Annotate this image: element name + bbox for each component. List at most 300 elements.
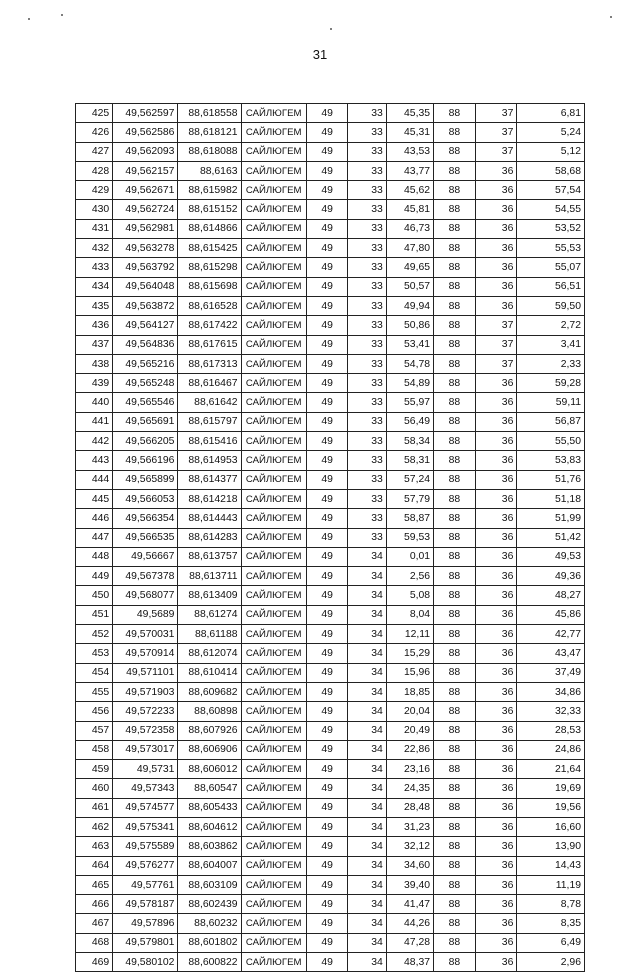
latitude-decimal-cell: 49,563872 bbox=[113, 296, 178, 315]
longitude-degrees-cell: 88 bbox=[434, 258, 476, 277]
longitude-degrees-cell: 88 bbox=[434, 374, 476, 393]
table-row bbox=[76, 528, 585, 547]
longitude-seconds-cell: 19,69 bbox=[517, 779, 585, 798]
latitude-decimal-cell: 49,565248 bbox=[113, 374, 178, 393]
latitude-decimal-cell: 49,566535 bbox=[113, 528, 178, 547]
longitude-degrees-cell: 88 bbox=[434, 219, 476, 238]
location-name-cell: САЙЛЮГЕМ bbox=[241, 663, 306, 682]
point-number-cell: 468 bbox=[76, 933, 113, 952]
latitude-minutes-cell: 33 bbox=[348, 432, 386, 451]
latitude-minutes-cell: 33 bbox=[348, 277, 386, 296]
longitude-minutes-cell: 36 bbox=[475, 296, 517, 315]
latitude-decimal-cell: 49,580102 bbox=[113, 953, 178, 972]
longitude-degrees-cell: 88 bbox=[434, 702, 476, 721]
location-name-cell: САЙЛЮГЕМ bbox=[241, 779, 306, 798]
longitude-degrees-cell: 88 bbox=[434, 547, 476, 566]
location-name-cell: САЙЛЮГЕМ bbox=[241, 316, 306, 335]
point-number-cell: 461 bbox=[76, 798, 113, 817]
point-number-cell: 458 bbox=[76, 740, 113, 759]
location-name-cell: САЙЛЮГЕМ bbox=[241, 161, 306, 180]
latitude-decimal-cell: 49,570914 bbox=[113, 644, 178, 663]
longitude-minutes-cell: 36 bbox=[475, 721, 517, 740]
table-row bbox=[76, 451, 585, 470]
latitude-minutes-cell: 33 bbox=[348, 142, 386, 161]
point-number-cell: 457 bbox=[76, 721, 113, 740]
point-number-cell: 426 bbox=[76, 123, 113, 142]
point-number-cell: 451 bbox=[76, 605, 113, 624]
longitude-seconds-cell: 2,33 bbox=[517, 354, 585, 373]
point-number-cell: 439 bbox=[76, 374, 113, 393]
longitude-minutes-cell: 36 bbox=[475, 567, 517, 586]
longitude-decimal-cell: 88,603109 bbox=[178, 875, 241, 894]
table-row bbox=[76, 625, 585, 644]
longitude-decimal-cell: 88,614377 bbox=[178, 470, 241, 489]
point-number-cell: 467 bbox=[76, 914, 113, 933]
location-name-cell: САЙЛЮГЕМ bbox=[241, 586, 306, 605]
latitude-seconds-cell: 49,65 bbox=[386, 258, 433, 277]
longitude-minutes-cell: 36 bbox=[475, 586, 517, 605]
latitude-degrees-cell: 49 bbox=[306, 760, 348, 779]
page-number: 31 bbox=[312, 47, 328, 62]
location-name-cell: САЙЛЮГЕМ bbox=[241, 837, 306, 856]
latitude-degrees-cell: 49 bbox=[306, 489, 348, 508]
latitude-seconds-cell: 59,53 bbox=[386, 528, 433, 547]
longitude-seconds-cell: 53,52 bbox=[517, 219, 585, 238]
latitude-minutes-cell: 34 bbox=[348, 798, 386, 817]
longitude-decimal-cell: 88,614953 bbox=[178, 451, 241, 470]
latitude-minutes-cell: 33 bbox=[348, 316, 386, 335]
longitude-degrees-cell: 88 bbox=[434, 625, 476, 644]
location-name-cell: САЙЛЮГЕМ bbox=[241, 953, 306, 972]
point-number-cell: 425 bbox=[76, 104, 113, 123]
longitude-degrees-cell: 88 bbox=[434, 663, 476, 682]
latitude-seconds-cell: 57,79 bbox=[386, 489, 433, 508]
longitude-minutes-cell: 36 bbox=[475, 509, 517, 528]
location-name-cell: САЙЛЮГЕМ bbox=[241, 432, 306, 451]
latitude-decimal-cell: 49,57761 bbox=[113, 875, 178, 894]
latitude-degrees-cell: 49 bbox=[306, 451, 348, 470]
longitude-minutes-cell: 36 bbox=[475, 798, 517, 817]
longitude-seconds-cell: 2,96 bbox=[517, 953, 585, 972]
longitude-seconds-cell: 59,50 bbox=[517, 296, 585, 315]
latitude-decimal-cell: 49,562093 bbox=[113, 142, 178, 161]
latitude-seconds-cell: 58,87 bbox=[386, 509, 433, 528]
longitude-decimal-cell: 88,600822 bbox=[178, 953, 241, 972]
latitude-seconds-cell: 24,35 bbox=[386, 779, 433, 798]
location-name-cell: САЙЛЮГЕМ bbox=[241, 200, 306, 219]
table-row bbox=[76, 354, 585, 373]
latitude-decimal-cell: 49,568077 bbox=[113, 586, 178, 605]
table-row bbox=[76, 933, 585, 952]
latitude-decimal-cell: 49,563278 bbox=[113, 239, 178, 258]
longitude-seconds-cell: 51,42 bbox=[517, 528, 585, 547]
longitude-decimal-cell: 88,613757 bbox=[178, 547, 241, 566]
longitude-seconds-cell: 19,56 bbox=[517, 798, 585, 817]
latitude-minutes-cell: 34 bbox=[348, 895, 386, 914]
latitude-decimal-cell: 49,562724 bbox=[113, 200, 178, 219]
table-row bbox=[76, 393, 585, 412]
location-name-cell: САЙЛЮГЕМ bbox=[241, 258, 306, 277]
longitude-decimal-cell: 88,618558 bbox=[178, 104, 241, 123]
latitude-minutes-cell: 33 bbox=[348, 489, 386, 508]
latitude-decimal-cell: 49,579801 bbox=[113, 933, 178, 952]
longitude-minutes-cell: 36 bbox=[475, 682, 517, 701]
latitude-minutes-cell: 34 bbox=[348, 856, 386, 875]
table-row bbox=[76, 953, 585, 972]
table-row bbox=[76, 817, 585, 836]
longitude-minutes-cell: 36 bbox=[475, 393, 517, 412]
scan-mark bbox=[61, 14, 63, 16]
longitude-seconds-cell: 57,54 bbox=[517, 181, 585, 200]
latitude-degrees-cell: 49 bbox=[306, 798, 348, 817]
point-number-cell: 445 bbox=[76, 489, 113, 508]
latitude-decimal-cell: 49,564127 bbox=[113, 316, 178, 335]
table-row bbox=[76, 895, 585, 914]
latitude-degrees-cell: 49 bbox=[306, 953, 348, 972]
latitude-degrees-cell: 49 bbox=[306, 914, 348, 933]
longitude-decimal-cell: 88,615416 bbox=[178, 432, 241, 451]
longitude-decimal-cell: 88,609682 bbox=[178, 682, 241, 701]
longitude-seconds-cell: 5,12 bbox=[517, 142, 585, 161]
location-name-cell: САЙЛЮГЕМ bbox=[241, 875, 306, 894]
location-name-cell: САЙЛЮГЕМ bbox=[241, 142, 306, 161]
latitude-degrees-cell: 49 bbox=[306, 316, 348, 335]
latitude-seconds-cell: 28,48 bbox=[386, 798, 433, 817]
longitude-decimal-cell: 88,618121 bbox=[178, 123, 241, 142]
longitude-decimal-cell: 88,617313 bbox=[178, 354, 241, 373]
longitude-degrees-cell: 88 bbox=[434, 432, 476, 451]
point-number-cell: 443 bbox=[76, 451, 113, 470]
longitude-seconds-cell: 49,36 bbox=[517, 567, 585, 586]
longitude-decimal-cell: 88,612074 bbox=[178, 644, 241, 663]
coordinates-table bbox=[75, 103, 585, 972]
longitude-seconds-cell: 43,47 bbox=[517, 644, 585, 663]
latitude-decimal-cell: 49,56667 bbox=[113, 547, 178, 566]
location-name-cell: САЙЛЮГЕМ bbox=[241, 296, 306, 315]
longitude-seconds-cell: 51,18 bbox=[517, 489, 585, 508]
longitude-decimal-cell: 88,614283 bbox=[178, 528, 241, 547]
latitude-degrees-cell: 49 bbox=[306, 702, 348, 721]
longitude-degrees-cell: 88 bbox=[434, 856, 476, 875]
latitude-decimal-cell: 49,563792 bbox=[113, 258, 178, 277]
point-number-cell: 465 bbox=[76, 875, 113, 894]
table-row bbox=[76, 567, 585, 586]
latitude-degrees-cell: 49 bbox=[306, 161, 348, 180]
longitude-minutes-cell: 36 bbox=[475, 412, 517, 431]
longitude-degrees-cell: 88 bbox=[434, 586, 476, 605]
latitude-degrees-cell: 49 bbox=[306, 470, 348, 489]
point-number-cell: 429 bbox=[76, 181, 113, 200]
point-number-cell: 435 bbox=[76, 296, 113, 315]
longitude-seconds-cell: 8,35 bbox=[517, 914, 585, 933]
latitude-minutes-cell: 34 bbox=[348, 760, 386, 779]
longitude-seconds-cell: 11,19 bbox=[517, 875, 585, 894]
longitude-minutes-cell: 36 bbox=[475, 895, 517, 914]
longitude-degrees-cell: 88 bbox=[434, 123, 476, 142]
location-name-cell: САЙЛЮГЕМ bbox=[241, 277, 306, 296]
latitude-degrees-cell: 49 bbox=[306, 895, 348, 914]
latitude-seconds-cell: 54,89 bbox=[386, 374, 433, 393]
latitude-decimal-cell: 49,572233 bbox=[113, 702, 178, 721]
point-number-cell: 464 bbox=[76, 856, 113, 875]
latitude-seconds-cell: 15,29 bbox=[386, 644, 433, 663]
table-row bbox=[76, 721, 585, 740]
table-row bbox=[76, 509, 585, 528]
latitude-minutes-cell: 34 bbox=[348, 567, 386, 586]
longitude-minutes-cell: 36 bbox=[475, 219, 517, 238]
longitude-minutes-cell: 36 bbox=[475, 528, 517, 547]
longitude-decimal-cell: 88,615982 bbox=[178, 181, 241, 200]
longitude-minutes-cell: 36 bbox=[475, 625, 517, 644]
longitude-minutes-cell: 36 bbox=[475, 200, 517, 219]
longitude-degrees-cell: 88 bbox=[434, 682, 476, 701]
latitude-minutes-cell: 33 bbox=[348, 104, 386, 123]
longitude-minutes-cell: 37 bbox=[475, 123, 517, 142]
latitude-seconds-cell: 2,56 bbox=[386, 567, 433, 586]
point-number-cell: 446 bbox=[76, 509, 113, 528]
location-name-cell: САЙЛЮГЕМ bbox=[241, 374, 306, 393]
longitude-degrees-cell: 88 bbox=[434, 335, 476, 354]
latitude-minutes-cell: 34 bbox=[348, 740, 386, 759]
latitude-minutes-cell: 34 bbox=[348, 953, 386, 972]
point-number-cell: 450 bbox=[76, 586, 113, 605]
latitude-seconds-cell: 8,04 bbox=[386, 605, 433, 624]
latitude-degrees-cell: 49 bbox=[306, 933, 348, 952]
longitude-minutes-cell: 36 bbox=[475, 470, 517, 489]
scan-mark bbox=[28, 18, 30, 20]
longitude-decimal-cell: 88,618088 bbox=[178, 142, 241, 161]
longitude-seconds-cell: 58,68 bbox=[517, 161, 585, 180]
longitude-degrees-cell: 88 bbox=[434, 528, 476, 547]
latitude-degrees-cell: 49 bbox=[306, 817, 348, 836]
longitude-degrees-cell: 88 bbox=[434, 161, 476, 180]
longitude-degrees-cell: 88 bbox=[434, 277, 476, 296]
table-body bbox=[76, 104, 585, 972]
latitude-seconds-cell: 53,41 bbox=[386, 335, 433, 354]
latitude-decimal-cell: 49,564836 bbox=[113, 335, 178, 354]
point-number-cell: 431 bbox=[76, 219, 113, 238]
longitude-minutes-cell: 36 bbox=[475, 953, 517, 972]
latitude-minutes-cell: 33 bbox=[348, 412, 386, 431]
longitude-degrees-cell: 88 bbox=[434, 181, 476, 200]
table-row bbox=[76, 296, 585, 315]
latitude-degrees-cell: 49 bbox=[306, 393, 348, 412]
longitude-minutes-cell: 36 bbox=[475, 760, 517, 779]
latitude-seconds-cell: 47,28 bbox=[386, 933, 433, 952]
location-name-cell: САЙЛЮГЕМ bbox=[241, 239, 306, 258]
point-number-cell: 428 bbox=[76, 161, 113, 180]
longitude-decimal-cell: 88,605433 bbox=[178, 798, 241, 817]
point-number-cell: 438 bbox=[76, 354, 113, 373]
longitude-minutes-cell: 36 bbox=[475, 702, 517, 721]
longitude-decimal-cell: 88,602439 bbox=[178, 895, 241, 914]
point-number-cell: 447 bbox=[76, 528, 113, 547]
table-row bbox=[76, 702, 585, 721]
longitude-minutes-cell: 36 bbox=[475, 181, 517, 200]
longitude-degrees-cell: 88 bbox=[434, 721, 476, 740]
longitude-seconds-cell: 54,55 bbox=[517, 200, 585, 219]
latitude-degrees-cell: 49 bbox=[306, 779, 348, 798]
longitude-decimal-cell: 88,601802 bbox=[178, 933, 241, 952]
latitude-seconds-cell: 43,77 bbox=[386, 161, 433, 180]
latitude-decimal-cell: 49,565546 bbox=[113, 393, 178, 412]
longitude-seconds-cell: 51,99 bbox=[517, 509, 585, 528]
point-number-cell: 430 bbox=[76, 200, 113, 219]
longitude-minutes-cell: 37 bbox=[475, 142, 517, 161]
latitude-decimal-cell: 49,562671 bbox=[113, 181, 178, 200]
latitude-seconds-cell: 45,31 bbox=[386, 123, 433, 142]
longitude-decimal-cell: 88,617615 bbox=[178, 335, 241, 354]
latitude-minutes-cell: 34 bbox=[348, 837, 386, 856]
longitude-decimal-cell: 88,603862 bbox=[178, 837, 241, 856]
longitude-decimal-cell: 88,615152 bbox=[178, 200, 241, 219]
longitude-decimal-cell: 88,604612 bbox=[178, 817, 241, 836]
longitude-degrees-cell: 88 bbox=[434, 740, 476, 759]
table-row bbox=[76, 489, 585, 508]
latitude-seconds-cell: 18,85 bbox=[386, 682, 433, 701]
table-row bbox=[76, 219, 585, 238]
longitude-decimal-cell: 88,6163 bbox=[178, 161, 241, 180]
latitude-seconds-cell: 50,86 bbox=[386, 316, 433, 335]
longitude-seconds-cell: 24,86 bbox=[517, 740, 585, 759]
latitude-minutes-cell: 34 bbox=[348, 875, 386, 894]
table-row bbox=[76, 605, 585, 624]
latitude-minutes-cell: 34 bbox=[348, 605, 386, 624]
longitude-seconds-cell: 56,51 bbox=[517, 277, 585, 296]
point-number-cell: 444 bbox=[76, 470, 113, 489]
latitude-minutes-cell: 34 bbox=[348, 779, 386, 798]
latitude-degrees-cell: 49 bbox=[306, 354, 348, 373]
latitude-decimal-cell: 49,576277 bbox=[113, 856, 178, 875]
latitude-minutes-cell: 33 bbox=[348, 219, 386, 238]
location-name-cell: САЙЛЮГЕМ bbox=[241, 933, 306, 952]
latitude-seconds-cell: 47,80 bbox=[386, 239, 433, 258]
longitude-degrees-cell: 88 bbox=[434, 760, 476, 779]
latitude-minutes-cell: 34 bbox=[348, 547, 386, 566]
location-name-cell: САЙЛЮГЕМ bbox=[241, 335, 306, 354]
longitude-seconds-cell: 55,07 bbox=[517, 258, 585, 277]
latitude-degrees-cell: 49 bbox=[306, 142, 348, 161]
point-number-cell: 434 bbox=[76, 277, 113, 296]
longitude-degrees-cell: 88 bbox=[434, 316, 476, 335]
longitude-minutes-cell: 36 bbox=[475, 547, 517, 566]
longitude-seconds-cell: 59,28 bbox=[517, 374, 585, 393]
longitude-decimal-cell: 88,615298 bbox=[178, 258, 241, 277]
table-row bbox=[76, 316, 585, 335]
longitude-seconds-cell: 45,86 bbox=[517, 605, 585, 624]
longitude-minutes-cell: 36 bbox=[475, 277, 517, 296]
latitude-seconds-cell: 39,40 bbox=[386, 875, 433, 894]
longitude-degrees-cell: 88 bbox=[434, 953, 476, 972]
latitude-seconds-cell: 49,94 bbox=[386, 296, 433, 315]
longitude-degrees-cell: 88 bbox=[434, 644, 476, 663]
point-number-cell: 469 bbox=[76, 953, 113, 972]
latitude-degrees-cell: 49 bbox=[306, 181, 348, 200]
latitude-decimal-cell: 49,570031 bbox=[113, 625, 178, 644]
longitude-seconds-cell: 8,78 bbox=[517, 895, 585, 914]
latitude-minutes-cell: 33 bbox=[348, 354, 386, 373]
latitude-degrees-cell: 49 bbox=[306, 644, 348, 663]
point-number-cell: 452 bbox=[76, 625, 113, 644]
latitude-minutes-cell: 33 bbox=[348, 258, 386, 277]
table-row bbox=[76, 432, 585, 451]
longitude-degrees-cell: 88 bbox=[434, 451, 476, 470]
longitude-seconds-cell: 37,49 bbox=[517, 663, 585, 682]
latitude-seconds-cell: 56,49 bbox=[386, 412, 433, 431]
latitude-minutes-cell: 34 bbox=[348, 682, 386, 701]
latitude-decimal-cell: 49,566205 bbox=[113, 432, 178, 451]
longitude-minutes-cell: 36 bbox=[475, 451, 517, 470]
longitude-degrees-cell: 88 bbox=[434, 817, 476, 836]
latitude-minutes-cell: 33 bbox=[348, 200, 386, 219]
point-number-cell: 432 bbox=[76, 239, 113, 258]
point-number-cell: 455 bbox=[76, 682, 113, 701]
table-row bbox=[76, 239, 585, 258]
latitude-decimal-cell: 49,578187 bbox=[113, 895, 178, 914]
latitude-degrees-cell: 49 bbox=[306, 547, 348, 566]
point-number-cell: 453 bbox=[76, 644, 113, 663]
table-row bbox=[76, 547, 585, 566]
table-row bbox=[76, 914, 585, 933]
table-row bbox=[76, 837, 585, 856]
longitude-decimal-cell: 88,61274 bbox=[178, 605, 241, 624]
latitude-degrees-cell: 49 bbox=[306, 740, 348, 759]
longitude-minutes-cell: 36 bbox=[475, 856, 517, 875]
location-name-cell: САЙЛЮГЕМ bbox=[241, 219, 306, 238]
table-row bbox=[76, 856, 585, 875]
longitude-decimal-cell: 88,617422 bbox=[178, 316, 241, 335]
latitude-decimal-cell: 49,562157 bbox=[113, 161, 178, 180]
latitude-decimal-cell: 49,5731 bbox=[113, 760, 178, 779]
latitude-decimal-cell: 49,57343 bbox=[113, 779, 178, 798]
latitude-degrees-cell: 49 bbox=[306, 123, 348, 142]
latitude-seconds-cell: 58,34 bbox=[386, 432, 433, 451]
latitude-decimal-cell: 49,575589 bbox=[113, 837, 178, 856]
latitude-seconds-cell: 57,24 bbox=[386, 470, 433, 489]
longitude-seconds-cell: 49,53 bbox=[517, 547, 585, 566]
latitude-degrees-cell: 49 bbox=[306, 567, 348, 586]
latitude-seconds-cell: 46,73 bbox=[386, 219, 433, 238]
latitude-degrees-cell: 49 bbox=[306, 837, 348, 856]
table-row bbox=[76, 586, 585, 605]
longitude-decimal-cell: 88,604007 bbox=[178, 856, 241, 875]
latitude-degrees-cell: 49 bbox=[306, 258, 348, 277]
longitude-decimal-cell: 88,606906 bbox=[178, 740, 241, 759]
table-row bbox=[76, 470, 585, 489]
scan-mark bbox=[610, 16, 612, 18]
latitude-decimal-cell: 49,562981 bbox=[113, 219, 178, 238]
location-name-cell: САЙЛЮГЕМ bbox=[241, 547, 306, 566]
latitude-seconds-cell: 45,35 bbox=[386, 104, 433, 123]
longitude-minutes-cell: 36 bbox=[475, 258, 517, 277]
latitude-degrees-cell: 49 bbox=[306, 856, 348, 875]
table-row bbox=[76, 875, 585, 894]
location-name-cell: САЙЛЮГЕМ bbox=[241, 702, 306, 721]
longitude-degrees-cell: 88 bbox=[434, 875, 476, 894]
latitude-decimal-cell: 49,566196 bbox=[113, 451, 178, 470]
latitude-minutes-cell: 33 bbox=[348, 335, 386, 354]
latitude-decimal-cell: 49,572358 bbox=[113, 721, 178, 740]
latitude-decimal-cell: 49,5689 bbox=[113, 605, 178, 624]
longitude-seconds-cell: 59,11 bbox=[517, 393, 585, 412]
latitude-decimal-cell: 49,573017 bbox=[113, 740, 178, 759]
location-name-cell: САЙЛЮГЕМ bbox=[241, 895, 306, 914]
longitude-decimal-cell: 88,615698 bbox=[178, 277, 241, 296]
location-name-cell: САЙЛЮГЕМ bbox=[241, 451, 306, 470]
location-name-cell: САЙЛЮГЕМ bbox=[241, 412, 306, 431]
longitude-seconds-cell: 34,86 bbox=[517, 682, 585, 701]
latitude-minutes-cell: 33 bbox=[348, 451, 386, 470]
